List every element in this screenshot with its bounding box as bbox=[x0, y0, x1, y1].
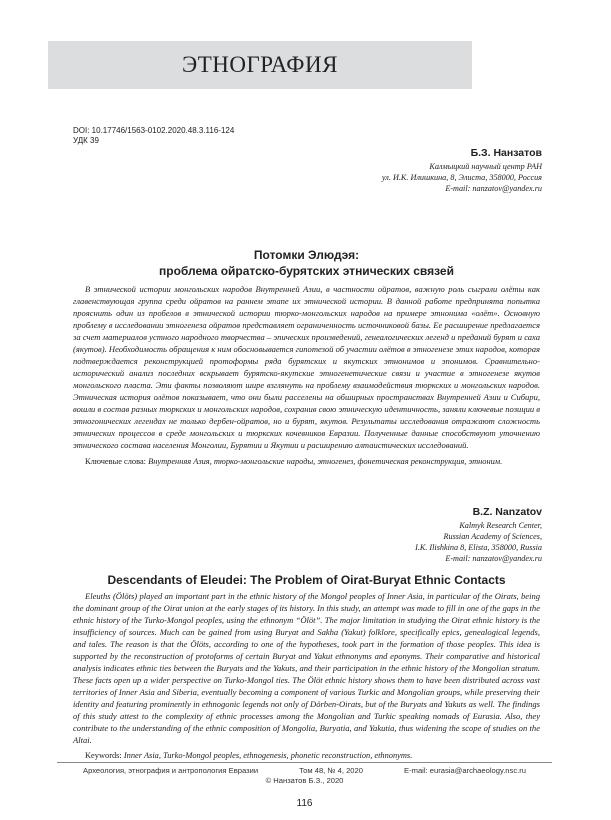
en-affiliation-line: Russian Academy of Sciences, bbox=[443, 532, 542, 541]
ru-title-line: проблема ойратско-бурятских этнических связей bbox=[158, 264, 454, 278]
ru-keywords bbox=[73, 456, 540, 468]
ru-article-title bbox=[60, 247, 553, 279]
footer-copyright: © Нанзатов Б.З., 2020 bbox=[265, 776, 344, 785]
doi: DOI: 10.17746/1563-0102.2020.48.3.116-124 bbox=[73, 126, 235, 135]
ru-affiliation-line: ул. И.К. Илишкина, 8, Элиста, 358000, Россия bbox=[381, 173, 542, 182]
section-banner bbox=[48, 41, 472, 89]
en-author-name: B.Z. Nanzatov bbox=[472, 506, 542, 518]
en-keywords-label: Keywords: bbox=[85, 751, 122, 760]
ru-author-name: Б.З. Нанзатов bbox=[470, 147, 542, 159]
en-email: E-mail: nanzatov@yandex.ru bbox=[445, 554, 542, 563]
en-author-block bbox=[73, 506, 542, 564]
page-number: 116 bbox=[296, 798, 313, 809]
footer-issue: Том 48, № 4, 2020 bbox=[299, 766, 363, 775]
page-footer bbox=[57, 762, 552, 810]
ru-affiliation-line: Калмыцкий научный центр РАН bbox=[429, 162, 542, 171]
udk: УДК 39 bbox=[73, 136, 99, 145]
article-identifiers bbox=[73, 126, 540, 146]
ru-abstract: В этнической истории монгольских народов Внутренней Азии, в частности ойратов, важную роль сыграли олёты как главенствующая группа среди ойратов на раннем этапе их этнической истории. В данной работе предпринята попытка прояснить один из пробелов в этнической истории тюрко-монгольских народов на примере этнонима «олёт». Основную проблему в исследовании этногенеза ойратов представляет ограниченность источниковой базы. Ее расширение предлагается за счет материалов устного народного творчества – эпических произведений, генеалогических легенд и преданий бурят и саха (якутов). Необходимость обращения к ним обосновывается гипотезой об участии олётов в этногенезе этих народов, которая подтверждается реконструкцией протоформы ряда бурятских и якутских этнонимов и эпонимов. Сравнительно-исторический анализ последних вскрывает бурятско-якутские этногенетические связи и участие в этногенезе якутов монгольского пласта. Эти факты позволяют шире взглянуть на проблему взаимодействия тюркских и монгольских народов. Этническая история олётов показывает, что они были расселены на обширных пространствах Внутренней Азии и Сибири, вошли в состав разных тюркских и монгольских народов, сохранив свою этническую идентичность, заняли ключевые позиции в этногонических легендах не только дербен-ойратов, но и бурят, якутов. Результаты исследования отражают сложность этнических процессов в среде монгольских и тюркских кочевников Евразии. Полученные данные способствуют уточнению этнического состава населения Монголии, Бурятии и Якутии и расширению алтаистических исследований. bbox=[73, 284, 540, 450]
en-abstract: Eleuths (Ölöts) played an important part in the ethnic history of the Mongol peoples of Inner Asia, in particular of the Oirats, being the dominant group of the Oirat union at the early stages of its history. In this study, an attempt was made to fill in one of the gaps in the ethnic history of the Turko-Mongol peoples, using the ethnonym “Ölöt”. The major limitation in studying the Oirat ethnic history is the insufficiency of sources. Much can be gained from using Buryat and Sakha (Yakut) folklore, specifically epics, genealogical legends, and tales. The reason is that the Ölöts, according to one of the hypotheses, took part in the formation of those peoples. This idea is supported by the reconstruction of protoforms of certain Buryat and Yakut ethnonyms and eponyms. Their comparative and historical analysis indicates ethnic ties between the Buryats and the Yakuts, and their participation in the ethnic history of the Mongolian stratum. These facts open up a wider perspective on Turko-Mongol ties. The Ölöt ethnic history shows them to have been distributed across vast territories of Inner Asia and Siberia, eventually becoming a component of various Turkic and Mongolian groups, while preserving their identity and featuring prominently in ethnogonic legends not only of Dörben-Oirats, but of the Buryats and Yakuts as well. The findings of this study attest to the complexity of ethnic processes among the Mongolian and Turkic speaking nomads of Eurasia. Also, they contribute to the understanding of the ethnic composition of Mongolia, Buryatia, and Yakutia, thus widening the scope of studies on the Altai. bbox=[73, 591, 540, 745]
footer-journal: Археология, этнография и антропология Евразии bbox=[83, 766, 259, 775]
page-content bbox=[73, 126, 540, 810]
en-article-title: Descendants of Eleudei: The Problem of Oirat-Buryat Ethnic Contacts bbox=[107, 573, 506, 587]
ru-keywords-label: Ключевые слова: bbox=[85, 457, 146, 466]
en-keywords-text: Inner Asia, Turko-Mongol peoples, ethnogenesis, phonetic reconstruction, ethnonyms. bbox=[123, 751, 413, 760]
footer-email: E-mail: eurasia@archaeology.nsc.ru bbox=[404, 766, 526, 775]
ru-email: E-mail: nanzatov@yandex.ru bbox=[445, 184, 542, 193]
ru-title-line: Потомки Элюдэя: bbox=[253, 248, 360, 262]
ru-author-block bbox=[73, 147, 542, 194]
footer-row bbox=[57, 763, 552, 776]
en-affiliation-line: Kalmyk Research Center, bbox=[459, 521, 542, 530]
ru-keywords-text: Внутренняя Азия, тюрко-монгольские народы, этногенез, фонетическая реконструкция, этноним. bbox=[148, 457, 503, 466]
en-keywords bbox=[73, 750, 540, 762]
section-title: ЭТНОГРАФИЯ bbox=[182, 52, 338, 77]
en-affiliation-line: I.K. Ilishkina 8, Elista, 358000, Russia bbox=[415, 543, 542, 552]
